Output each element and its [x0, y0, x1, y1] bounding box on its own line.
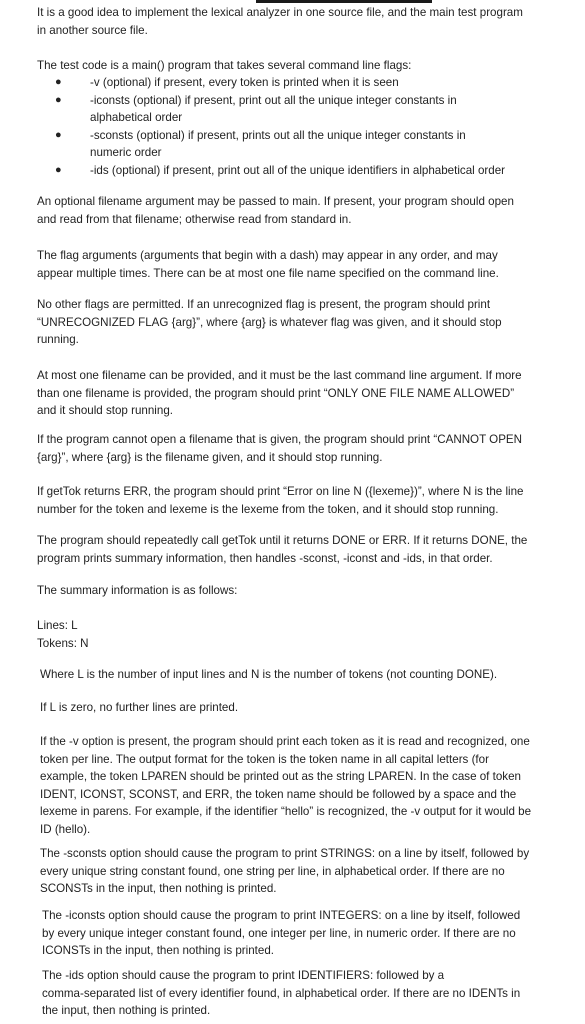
- iconsts-option-paragraph: The -iconsts option should cause the program to print INTEGERS: on a line by itself, followed by every unique integer constant found, one integer per line, in numeric order. If there are no ICONSTs in the input, then nothing is printed.: [42, 909, 521, 958]
- flag-ids-text: -ids (optional) if present, print out all of the unique identifiers in alphabetical order: [90, 163, 506, 177]
- flag-sconsts-text: -sconsts (optional) if present, prints out all the unique integer constants in numeric order: [90, 128, 466, 160]
- filename-arg-paragraph: An optional filename argument may be passed to main. If present, your program should open and read from that filename; otherwise read from standard in.: [37, 195, 514, 226]
- sconsts-option-paragraph: The -sconsts option should cause the program to print STRINGS: on a line by itself, followed by every unique string constant found, one string per line, in alphabetical order. If there are no SCONSTs in the input, then nothing is printed.: [40, 847, 530, 896]
- ids-option-paragraph: The -ids option should cause the program to print IDENTIFIERS: followed by a comma-separated list of every identifier found, in alphabetical order. If there are no IDENTs in the input, then nothing is printed.: [42, 969, 521, 1018]
- l-zero-paragraph: If L is zero, no further lines are printed.: [40, 701, 239, 714]
- repeat-call-paragraph: The program should repeatedly call getTok until it returns DONE or ERR. If it returns DONE, the program prints summary information, then handles -sconst, -iconst and -ids, in that order.: [37, 534, 528, 565]
- intro-paragraph: It is a good idea to implement the lexical analyzer in one source file, and the main test program in another source file.: [37, 6, 523, 37]
- where-l-paragraph: Where L is the number of input lines and N is the number of tokens (not counting DONE).: [40, 668, 498, 681]
- list-item: [37, 92, 542, 127]
- v-option-paragraph: If the -v option is present, the program should print each token as it is read and recognized, one token per line. The output format for the token is the token name in all capital letters (for example, the token LPAREN should be printed out as the string LPAREN. In the case of token IDENT, ICONST, SCONST, and ERR, the token name should be followed by a space and the lexeme in parens. For example, if the identifier “hello” is recognized, the -v output for it would be ID (hello).: [40, 735, 532, 836]
- bullet-icon: ●: [55, 76, 62, 88]
- summary-lines-block: Lines: L Tokens: N: [37, 619, 89, 650]
- one-filename-paragraph: At most one filename can be provided, and it must be the last command line argument. If more than one filename is provided, the program should print “ONLY ONE FILE NAME ALLOWED” and it should stop running.: [37, 369, 522, 418]
- list-item: [37, 162, 542, 180]
- list-item: [37, 74, 542, 92]
- summary-intro-paragraph: The summary information is as follows:: [37, 584, 238, 597]
- flag-v-text: -v (optional) if present, every token is printed when it is seen: [90, 76, 399, 89]
- no-other-flags-paragraph: No other flags are permitted. If an unrecognized flag is present, the program should print “UNRECOGNIZED FLAG {arg}”, where {arg} is whatever flag was given, and it should stop running.: [37, 298, 502, 347]
- bullet-icon: ●: [55, 163, 62, 176]
- gettok-err-paragraph: If getTok returns ERR, the program should print “Error on line N ({lexeme})”, where N is the line number for the token and lexeme is the lexeme from the token, and it should stop running.: [37, 485, 524, 516]
- top-decoration-bar: [256, 0, 432, 3]
- bullet-icon: ●: [55, 128, 62, 141]
- cannot-open-paragraph: If the program cannot open a filename that is given, the program should print “CANNOT OPEN {arg}”, where {arg} is the filename given, and it should stop running.: [37, 433, 523, 464]
- flag-iconsts-text: -iconsts (optional) if present, print out all the unique integer constants in alphabetical order: [90, 93, 457, 125]
- flag-order-paragraph: The flag arguments (arguments that begin with a dash) may appear in any order, and may appear multiple times. There can be at most one file name specified on the command line.: [37, 249, 499, 280]
- flag-list: [37, 74, 542, 180]
- bullet-icon: ●: [55, 93, 62, 106]
- test-code-paragraph: The test code is a main() program that takes several command line flags:: [37, 59, 412, 72]
- list-item: [37, 127, 542, 162]
